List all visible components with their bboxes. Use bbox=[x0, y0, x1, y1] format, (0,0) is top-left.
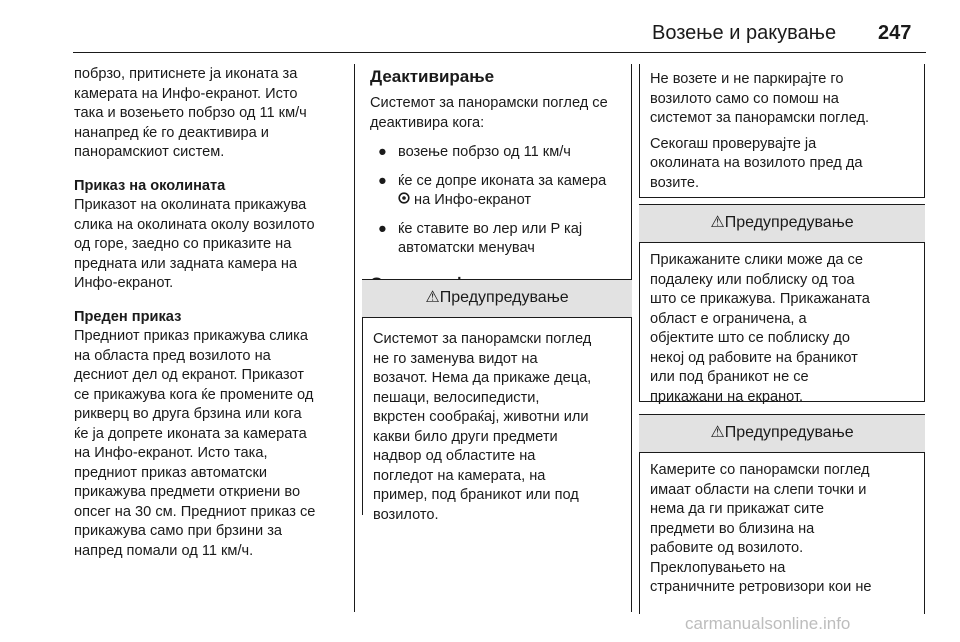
header-title: Возење и ракување bbox=[652, 22, 837, 44]
text-line: системот за панорамски поглед. bbox=[650, 110, 870, 126]
camera-icon bbox=[398, 191, 410, 211]
text-line: надвор од областите на bbox=[373, 448, 536, 464]
bullet-text: автоматски менувач bbox=[398, 240, 535, 256]
text-line: на областа пред возилото на bbox=[74, 347, 271, 364]
text-line: напред помали од 11 км/ч. bbox=[74, 542, 254, 559]
text-line: рабовите од возилото. bbox=[650, 540, 804, 556]
text-line: возилото само со помош на bbox=[650, 90, 839, 107]
note-paragraph-2 bbox=[650, 135, 914, 194]
text-line: опсег на 30 см. Предниот приказ се bbox=[74, 503, 316, 520]
bullet-text: возење побрзо од 11 км/ч bbox=[398, 144, 571, 160]
text-line: предниот приказ автоматски bbox=[74, 464, 268, 481]
text-line: Приказот на околината прикажува bbox=[74, 197, 307, 213]
text-line: нема да ги прикажат сите bbox=[650, 501, 824, 517]
text-line: прикажува само при брзини за bbox=[74, 523, 283, 539]
paragraph bbox=[74, 65, 346, 163]
text-line: камерата на Инфо-екранот. Исто bbox=[74, 85, 298, 102]
text-line: слика на околината околу возилото bbox=[74, 216, 315, 233]
bullet-dot: ● bbox=[378, 172, 387, 189]
warning-header bbox=[362, 279, 633, 318]
page-header bbox=[0, 20, 960, 54]
bullet-item bbox=[370, 220, 625, 259]
text-line: Системот за панорамски поглед bbox=[373, 331, 592, 347]
text-line: или под браникот не се bbox=[650, 369, 809, 385]
section-heading: Преден приказ bbox=[74, 308, 182, 325]
column-divider-1 bbox=[354, 64, 355, 612]
text-line: какви било други предмети bbox=[373, 428, 558, 445]
text-line: Секогаш проверувајте ја bbox=[650, 135, 817, 152]
text-line: возачот. Нема да прикаже деца, bbox=[373, 370, 592, 386]
text-line: Преклопувањето на bbox=[650, 559, 786, 576]
warning-body bbox=[363, 318, 631, 533]
text-line: погледот на камерата, на bbox=[373, 467, 546, 484]
column-2 bbox=[370, 66, 625, 295]
text-line: пример, под браникот или под bbox=[373, 487, 579, 503]
warning-header bbox=[639, 414, 926, 453]
bullet-item bbox=[370, 143, 625, 163]
deactivation-title: Деактивирање bbox=[370, 67, 495, 86]
text-line: објектите што се поблиску до bbox=[650, 330, 850, 346]
text-line: некој од рабовите на браникот bbox=[650, 349, 858, 366]
warning-box-image-distance bbox=[639, 204, 925, 405]
text-line: предната или задната камера на bbox=[74, 255, 298, 272]
text-line: побрзо, притиснете ја иконата за bbox=[74, 66, 298, 82]
text-line: не го заменува видот на bbox=[373, 350, 538, 367]
text-line: возилото. bbox=[373, 506, 439, 523]
bullet-item bbox=[370, 172, 625, 211]
note-paragraph-1 bbox=[650, 70, 914, 129]
bullet-dot: ● bbox=[378, 220, 387, 237]
text-line: прикажува предмети откриени во bbox=[74, 484, 301, 500]
text-line: вкрстен сообраќај, животни или bbox=[373, 409, 589, 425]
warning-icon: ⚠ bbox=[710, 424, 725, 441]
text-line: Прикажаните слики може да се bbox=[650, 252, 863, 268]
deactivation-intro-line-1: Системот за панорамски поглед се bbox=[370, 95, 608, 111]
note-body bbox=[640, 64, 924, 201]
header-rule bbox=[73, 52, 926, 53]
text-line: панорамскиот систем. bbox=[74, 144, 225, 160]
text-line: Предниот приказ прикажува слика bbox=[74, 328, 308, 344]
text-line: Не возете и не паркирајте го bbox=[650, 71, 844, 87]
text-line: така и возењето побрзо од 11 км/ч bbox=[74, 105, 307, 121]
text-line: околината на возилото пред да bbox=[650, 155, 863, 171]
warning-title: Предупредување bbox=[439, 289, 569, 306]
text-line: нанапред ќе го деактивира и bbox=[74, 124, 269, 141]
warning-header bbox=[639, 204, 926, 243]
warning-box-blind-spots bbox=[639, 414, 925, 614]
warning-icon: ⚠ bbox=[710, 214, 725, 231]
bullet-text-suffix: на Инфо-екранот bbox=[410, 192, 532, 208]
text-line: Камерите со панорамски поглед bbox=[650, 462, 870, 478]
text-line: подалеку или поблиску од тоа bbox=[650, 271, 855, 288]
text-line: се прикажува кога ќе промените од bbox=[74, 386, 314, 403]
text-line: прикажани на екранот. bbox=[650, 388, 804, 405]
bullet-text: ќе се допре иконата за камера bbox=[398, 172, 607, 189]
warning-box-system bbox=[362, 279, 632, 523]
paragraph bbox=[74, 327, 346, 561]
warning-icon: ⚠ bbox=[425, 289, 440, 306]
text-line: страничните ретровизори кои не bbox=[650, 579, 872, 595]
text-line: предмети во близина на bbox=[650, 520, 815, 537]
bullet-text: ќе ставите во лер или P кај bbox=[398, 220, 583, 237]
text-line: ќе ја допрете иконата за камерата bbox=[74, 425, 307, 442]
text-line: што се прикажува. Прикажаната bbox=[650, 291, 870, 307]
text-line: Инфо-екранот. bbox=[74, 275, 174, 291]
warning-title: Предупредување bbox=[724, 214, 854, 231]
page-number: 247 bbox=[878, 22, 912, 44]
text-line: десниот дел од екранот. Приказот bbox=[74, 367, 304, 383]
text-line: од горе, заедно со приказите на bbox=[74, 236, 292, 252]
warning-title: Предупредување bbox=[724, 424, 854, 441]
text-line: возите. bbox=[650, 174, 700, 191]
paragraph bbox=[74, 196, 346, 294]
text-line: имаат области на слепи точки и bbox=[650, 481, 867, 498]
text-line: на Инфо-екранот. Исто така, bbox=[74, 445, 268, 461]
warning-body bbox=[640, 453, 924, 606]
section-heading: Приказ на околината bbox=[74, 177, 226, 194]
warning-body bbox=[640, 243, 924, 415]
text-line: област е ограничена, а bbox=[650, 310, 807, 327]
text-line: рикверц во друга брзина или кога bbox=[74, 406, 302, 422]
column-1 bbox=[74, 65, 346, 575]
watermark: carmanualsonline.info bbox=[685, 614, 851, 633]
deactivation-intro-line-2: деактивира кога: bbox=[370, 114, 485, 131]
text-line: пешаци, велосипедисти, bbox=[373, 389, 540, 406]
bullet-dot: ● bbox=[378, 144, 387, 160]
note-box bbox=[639, 64, 925, 198]
